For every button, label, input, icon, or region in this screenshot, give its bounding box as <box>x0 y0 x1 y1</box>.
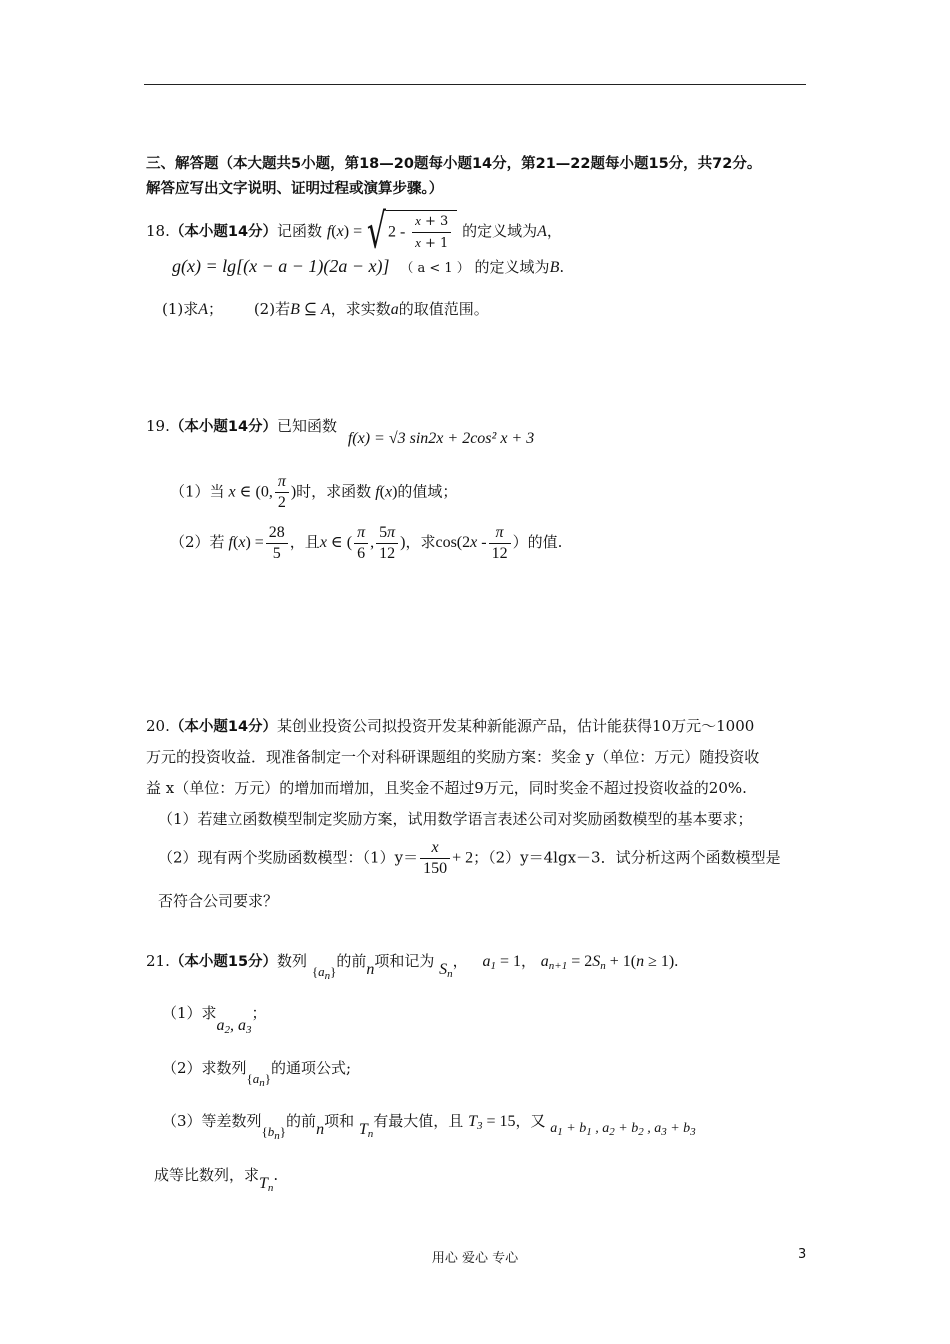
question-21-part2: （2）求数列$\{a_n\}$的通项公式; <box>162 1059 352 1089</box>
question-21-part3: （3）等差数列$\{b_n\}$的前n项和 $T_n$有最大值，且 $T_3 = 15$，又 $a_1 + b_1$ , $a_2 + b_2$ , $a_3 + b_3$ <box>162 1112 696 1142</box>
question-20-line3: 益 x（单位：万元）的增加而增加，且奖金不超过9万元，同时奖金不超过投资收益的20%. <box>146 779 747 797</box>
question-number: 19. <box>146 417 170 435</box>
question-points: （本小题14分） <box>169 224 278 240</box>
question-20-line5: （2）现有两个奖励函数模型：（1）y＝ $\frac{x}{150}$ + 2；（2）y＝4lgx－3．试分析这两个函数模型是 <box>158 839 781 877</box>
header-rule <box>144 84 806 85</box>
question-19-line1: 19.（本小题14分）已知函数 f(x) = √3 sin2x + 2cos² x + 3 <box>146 417 535 447</box>
question-19-part2: （2）若 f(x) = $\frac{28}{5}$ ，且x ∈ ( $\frac{\pi}{6}$ , $\frac{5\pi}{12}$ )，求cos(2x - $\frac{\pi}{12}$ ）的值. <box>170 523 563 562</box>
question-20-line1: 20.（本小题14分）某创业投资公司拟投资开发某种新能源产品，估计能获得10万元～1000 <box>146 717 755 735</box>
question-points: （本小题14分） <box>169 419 278 435</box>
question-18-parts: (1)求A； (2)若B ⊆ A，求实数a的取值范围。 <box>162 300 489 318</box>
question-number: 20. <box>146 717 170 735</box>
page-number: 3 <box>798 1247 807 1262</box>
question-18-line1: 18.（本小题14分）记函数 f(x) = √ 2 - $\frac{x + 3}{x + 1}$ 的定义域为A， <box>146 204 562 260</box>
question-18-line2: g(x) = lg[(x − a − 1)(2a − x)] （ a < 1 ） 的定义域为B. <box>172 256 565 276</box>
question-points: （本小题15分） <box>169 954 278 970</box>
question-21-part1: （1）求$a_2$, $a_3$； <box>162 1004 267 1036</box>
question-number: 21. <box>146 952 170 970</box>
question-points: （本小题14分） <box>169 719 278 735</box>
question-number: 18. <box>146 222 170 240</box>
section-heading-line1: 三、解答题（本大题共5小题，第18—20题每小题14分，第21—22题每小题15分，共72分。 <box>146 156 762 172</box>
question-21-last-line: 成等比数列，求$T_n$. <box>154 1166 279 1194</box>
question-21-line1: 21.（本小题15分）数列 $\{a_n\}$的前n项和记为 $S_n$， $a_1 = 1$， $a_{n+1} = 2S_n + 1(n \ge 1)$. <box>146 952 679 982</box>
question-19-part1: （1）当 x ∈ (0, $\frac{\pi}{2}$ )时，求函数 f(x)的值域； <box>170 473 458 511</box>
g-expression: g(x) = lg[(x − a − 1)(2a − x)] <box>172 256 390 276</box>
question-20-line2: 万元的投资收益．现准备制定一个对科研课题组的奖励方案：奖金 y（单位：万元）随投资收 <box>146 748 760 766</box>
footer-text: 用心 爱心 专心 <box>431 1251 519 1266</box>
question-20-line4: （1）若建立函数模型制定奖励方案，试用数学语言表述公司对奖励函数模型的基本要求； <box>158 810 753 828</box>
sqrt-expression: √ 2 - $\frac{x + 3}{x + 1}$ <box>367 210 457 254</box>
condition: （ a < 1 ） <box>400 261 470 276</box>
section-heading-line2: 解答应写出文字说明、证明过程或演算步骤。） <box>146 181 444 197</box>
question-20-line6: 否符合公司要求？ <box>158 892 279 910</box>
f-expression: f(x) = √3 sin2x + 2cos² x + 3 <box>347 430 535 447</box>
